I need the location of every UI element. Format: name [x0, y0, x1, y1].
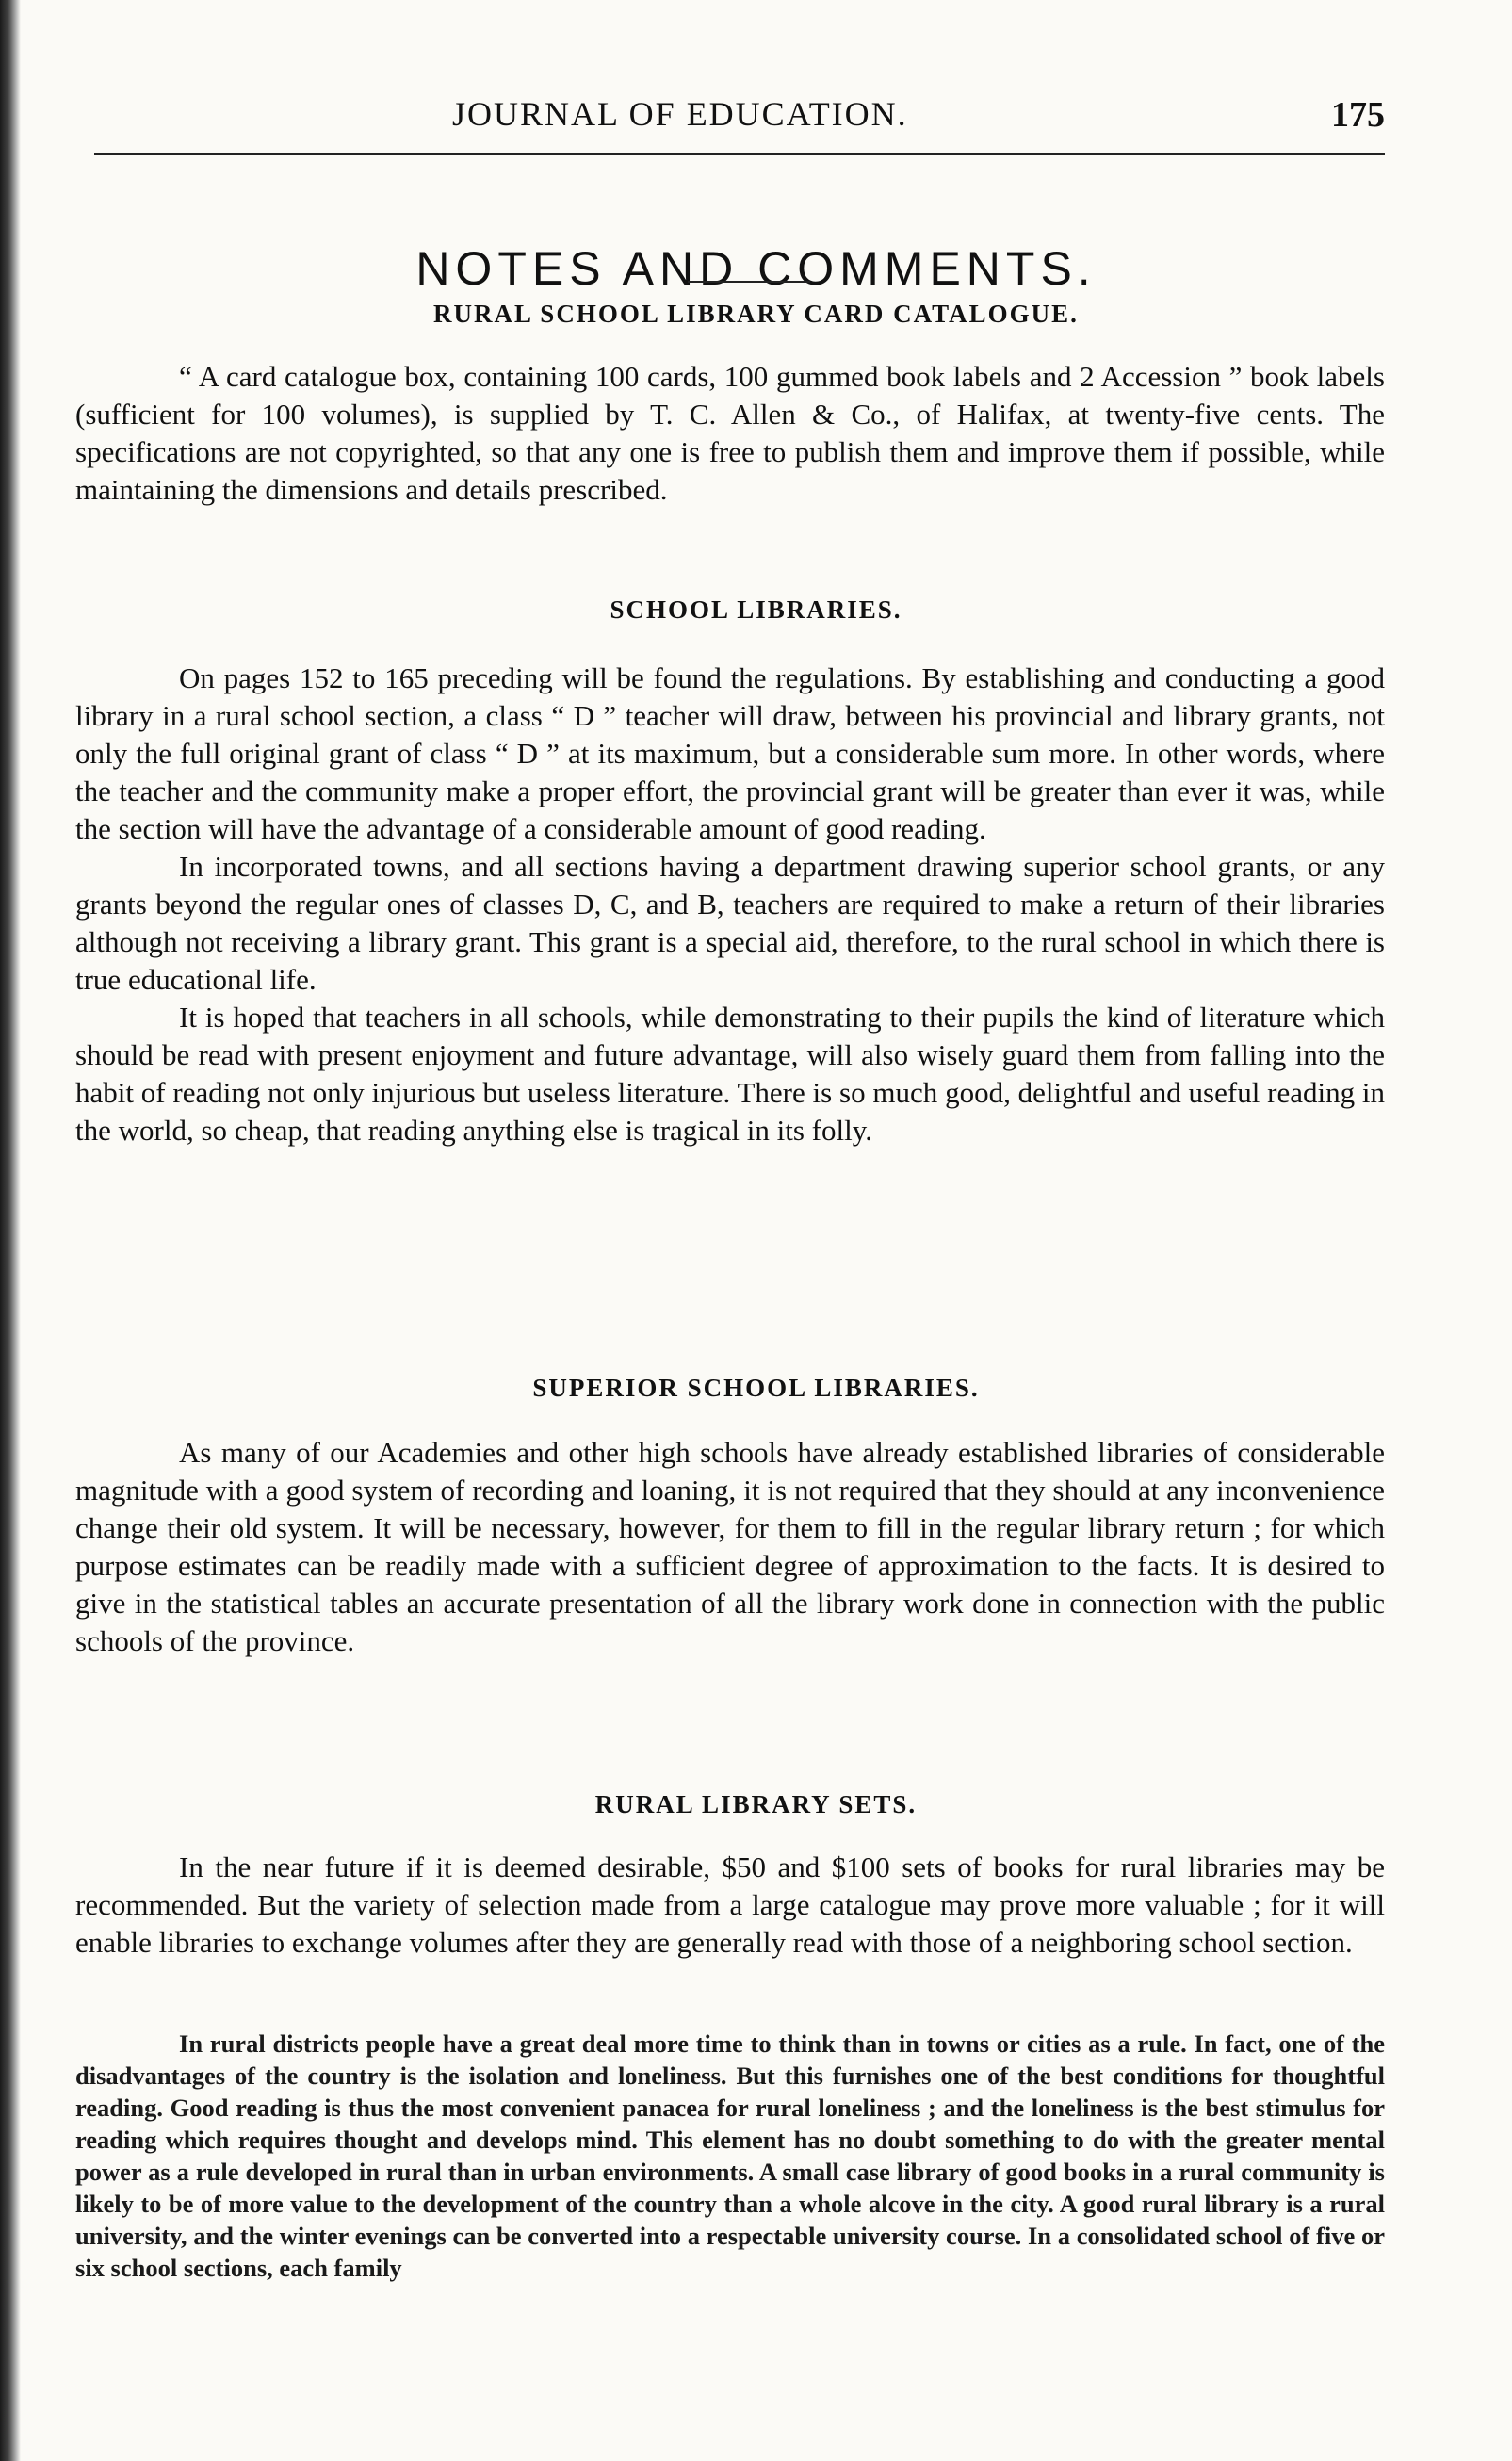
paragraph: On pages 152 to 165 preceding will be found the regulations. By establishing and conducting a good library in a rural school section, a class “ D ” teacher will draw, between his provincial and library grants, not only the full original grant of class “ D ” at its maximum, but a considerable sum more. In other words, where the teacher and the community make a proper effort, the provincial grant will be greater than ever it was, while the section will have the advantage of a considerable amount of good reading.: [75, 661, 1385, 845]
section-body-rural-library-sets: [75, 1849, 1385, 1962]
section-small-print-rural-library-sets: [75, 2028, 1385, 2284]
section-body-school-libraries: [75, 660, 1385, 1149]
paragraph: In the near future if it is deemed desirable, $50 and $100 sets of books for rural libraries may be recommended. But the variety of selection made from a large catalogue may prove more valuable ; for it will enable libraries to exchange volumes after they are generally read with those of a neighboring school section.: [75, 1850, 1385, 1959]
page-number: 175: [1331, 95, 1385, 135]
page-title: NOTES AND COMMENTS.: [415, 241, 1097, 295]
title-rule: [688, 281, 810, 283]
running-head: JOURNAL OF EDUCATION.: [452, 95, 908, 133]
paragraph: “ A card catalogue box, containing 100 cards, 100 gummed book labels and 2 Accession ” book labels (sufficient for 100 volumes), is supplied by T. C. Allen & Co., of Halifax, at twenty-five cents. The specifications are not copyrighted, so that any one is free to publish them and improve them if possible, while maintaining the dimensions and details prescribed.: [75, 360, 1385, 506]
paragraph: As many of our Academies and other high schools have already established libraries of considerable magnitude with a good system of recording and loaning, it is not required that they should at any inconvenience change their old system. It will be necessary, however, for them to fill in the regular library return ; for which purpose estimates can be readily made with a sufficient degree of approximation to the facts. It is desired to give in the statistical tables an accurate presentation of all the library work done in connection with the public schools of the province.: [75, 1436, 1385, 1657]
section-body-superior-school-libraries: [75, 1434, 1385, 1660]
binding-edge: [0, 0, 21, 2461]
section-heading-card-catalogue: RURAL SCHOOL LIBRARY CARD CATALOGUE.: [433, 300, 1079, 328]
section-heading-school-libraries: SCHOOL LIBRARIES.: [610, 595, 902, 624]
paragraph-small: In rural districts people have a great deal more time to think than in towns or cities as a rule. In fact, one of the disadvantages of the country is the isolation and loneliness. But this furnishes one of the best conditions for thoughtful reading. Good reading is thus the most convenient panacea for rural loneliness ; and the loneliness is the best stimulus for reading which requires thought and develops mind. This element has no doubt something to do with the greater mental power as a rule developed in rural than in urban environments. A small case library of good books in a rural community is likely to be of more value to the development of the country than a whole alcove in the city. A good rural library is a rural university, and the winter evenings can be converted into a respectable university course. In a consolidated school of five or six school sections, each family: [75, 2029, 1385, 2282]
header-rule: [94, 153, 1385, 155]
page-header: [94, 94, 1385, 151]
section-heading-superior-school-libraries: SUPERIOR SCHOOL LIBRARIES.: [532, 1374, 980, 1402]
paragraph: It is hoped that teachers in all schools, while demonstrating to their pupils the kind of literature which should be read with present enjoyment and future advantage, will also wisely guard them from falling into the habit of reading not only injurious but useless literature. There is so much good, delightful and useful reading in the world, so cheap, that reading anything else is tragical in its folly.: [75, 1001, 1385, 1147]
section-heading-rural-library-sets: RURAL LIBRARY SETS.: [594, 1790, 918, 1818]
section-body-card-catalogue: [75, 358, 1385, 509]
paragraph: In incorporated towns, and all sections having a department drawing superior school grants, or any grants beyond the regular ones of classes D, C, and B, teachers are required to make a return of their libraries although not receiving a library grant. This grant is a special aid, therefore, to the rural school in which there is true educational life.: [75, 850, 1385, 996]
